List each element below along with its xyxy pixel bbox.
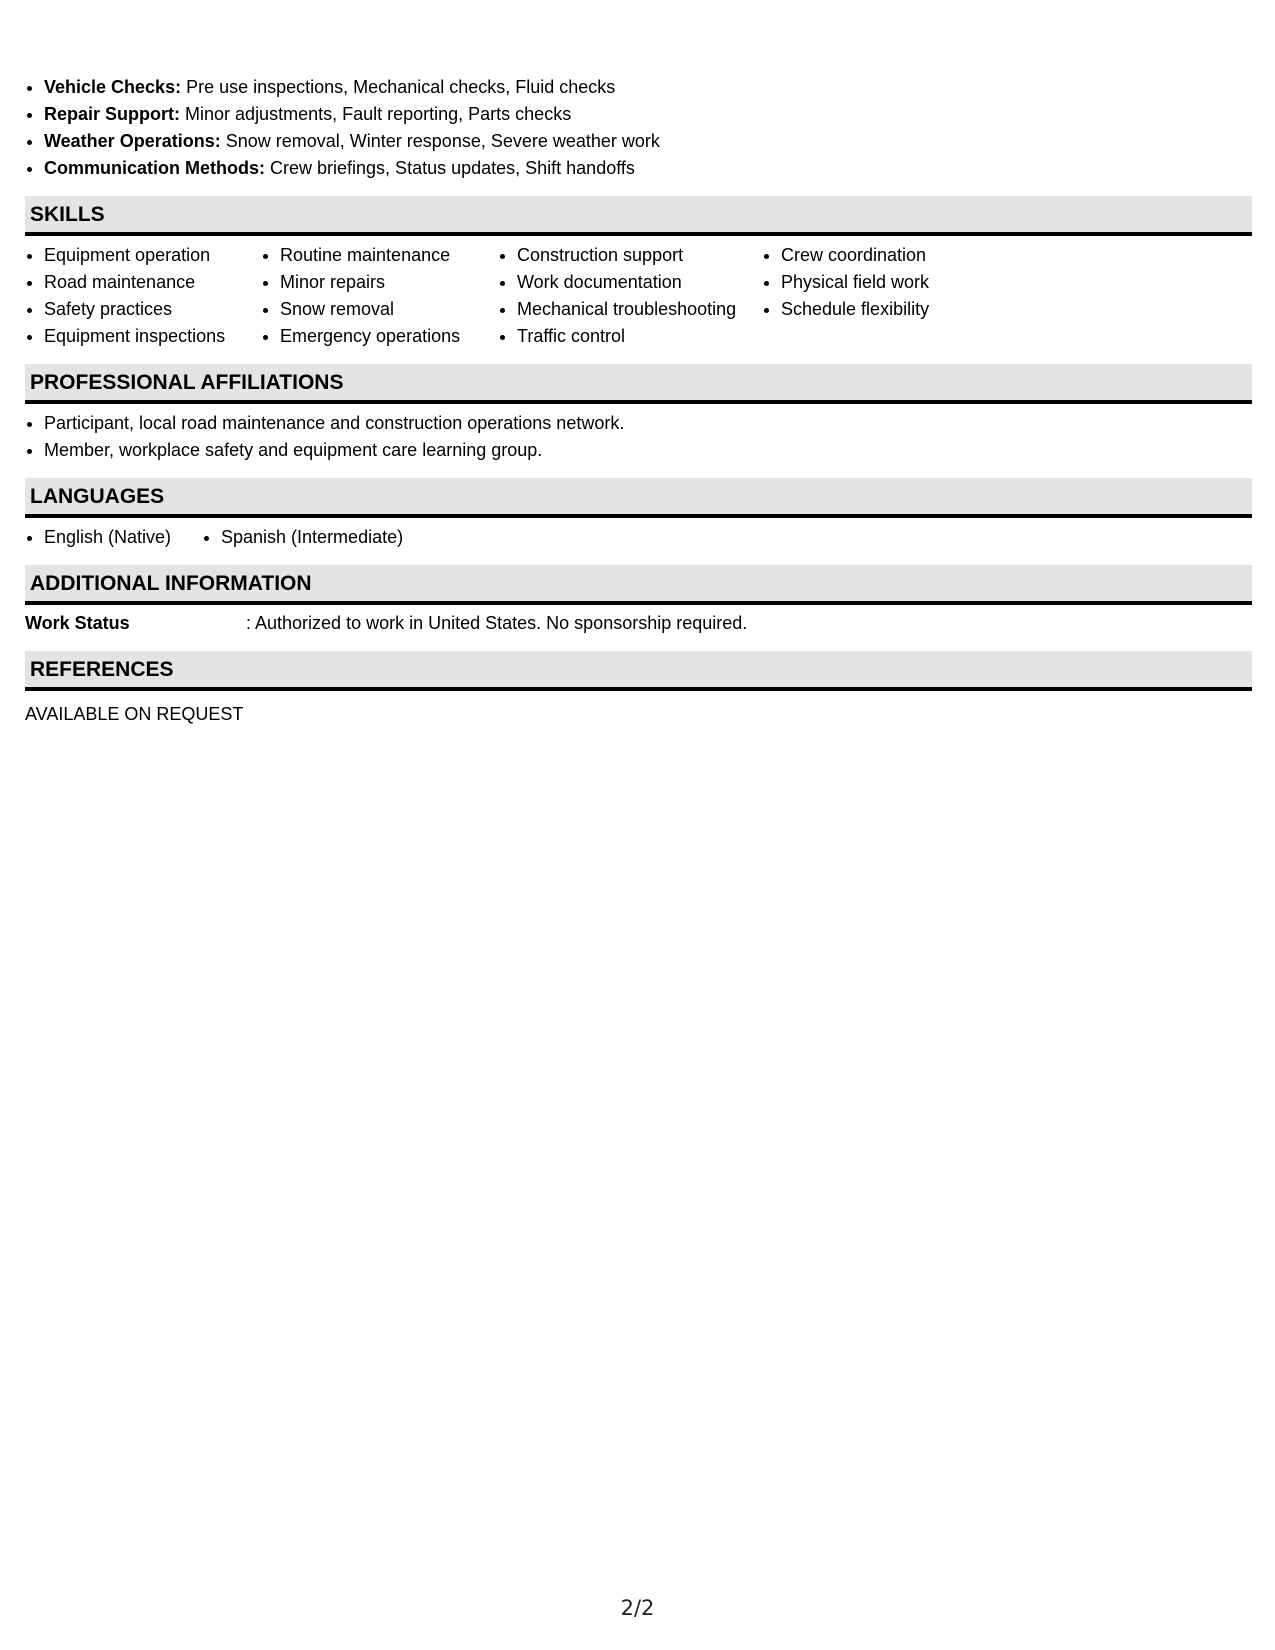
work-status-row [25,610,1252,637]
skill-item: • Equipment inspections [44,323,261,350]
skill-item: • Snow removal [280,296,498,323]
skills-column [25,242,261,350]
languages-list [25,524,1252,551]
skill-item: • Emergency operations [280,323,498,350]
skills-column [762,242,1021,350]
detail-label: Communication Methods: [44,158,265,178]
references-text: AVAILABLE ON REQUEST [25,704,244,724]
detail-label: Repair Support: [44,104,181,124]
section-header-skills: SKILLS [25,196,1252,236]
skills-column [498,242,762,350]
skill-item: • Schedule flexibility [781,296,1021,323]
experience-details-list [25,74,1252,182]
skill-item: • Traffic control [517,323,762,350]
work-status-label: Work Status [25,613,130,633]
skill-item: • Work documentation [517,269,762,296]
skill-item: • Physical field work [781,269,1021,296]
work-status-value: : Authorized to work in United States. No sponsorship required. [246,613,748,633]
section-header-affiliations: PROFESSIONAL AFFILIATIONS [25,364,1252,404]
skill-item: • Mechanical troubleshooting [517,296,762,323]
language-column [202,524,403,551]
skill-item: • Road maintenance [44,269,261,296]
list-item [44,128,1252,155]
affiliation-item: • Participant, local road maintenance and construction operations network. [44,410,1252,437]
language-item: • English (Native) [44,524,202,551]
section-header-languages: LANGUAGES [25,478,1252,518]
detail-text: Crew briefings, Status updates, Shift handoffs [270,158,635,178]
resume-page [25,74,1252,728]
skill-item: • Routine maintenance [280,242,498,269]
skill-item: • Safety practices [44,296,261,323]
skill-item: • Construction support [517,242,762,269]
affiliation-item: • Member, workplace safety and equipment care learning group. [44,437,1252,464]
section-header-references: REFERENCES [25,651,1252,691]
detail-text: Minor adjustments, Fault reporting, Parts checks [185,104,572,124]
affiliations-list [25,410,1252,464]
skill-item: • Equipment operation [44,242,261,269]
skill-item: • Minor repairs [280,269,498,296]
list-item [44,74,1252,101]
skills-grid [25,242,1252,350]
detail-label: Weather Operations: [44,131,221,151]
detail-label: Vehicle Checks: [44,77,182,97]
page-number: 2/2 [620,1596,655,1620]
language-column [25,524,202,551]
list-item [44,155,1252,182]
list-item [44,101,1252,128]
skills-column [261,242,498,350]
language-item: • Spanish (Intermediate) [221,524,403,551]
skill-item: • Crew coordination [781,242,1021,269]
detail-text: Snow removal, Winter response, Severe weather work [225,131,660,151]
section-header-additional-information: ADDITIONAL INFORMATION [25,565,1252,605]
detail-text: Pre use inspections, Mechanical checks, Fluid checks [186,77,616,97]
